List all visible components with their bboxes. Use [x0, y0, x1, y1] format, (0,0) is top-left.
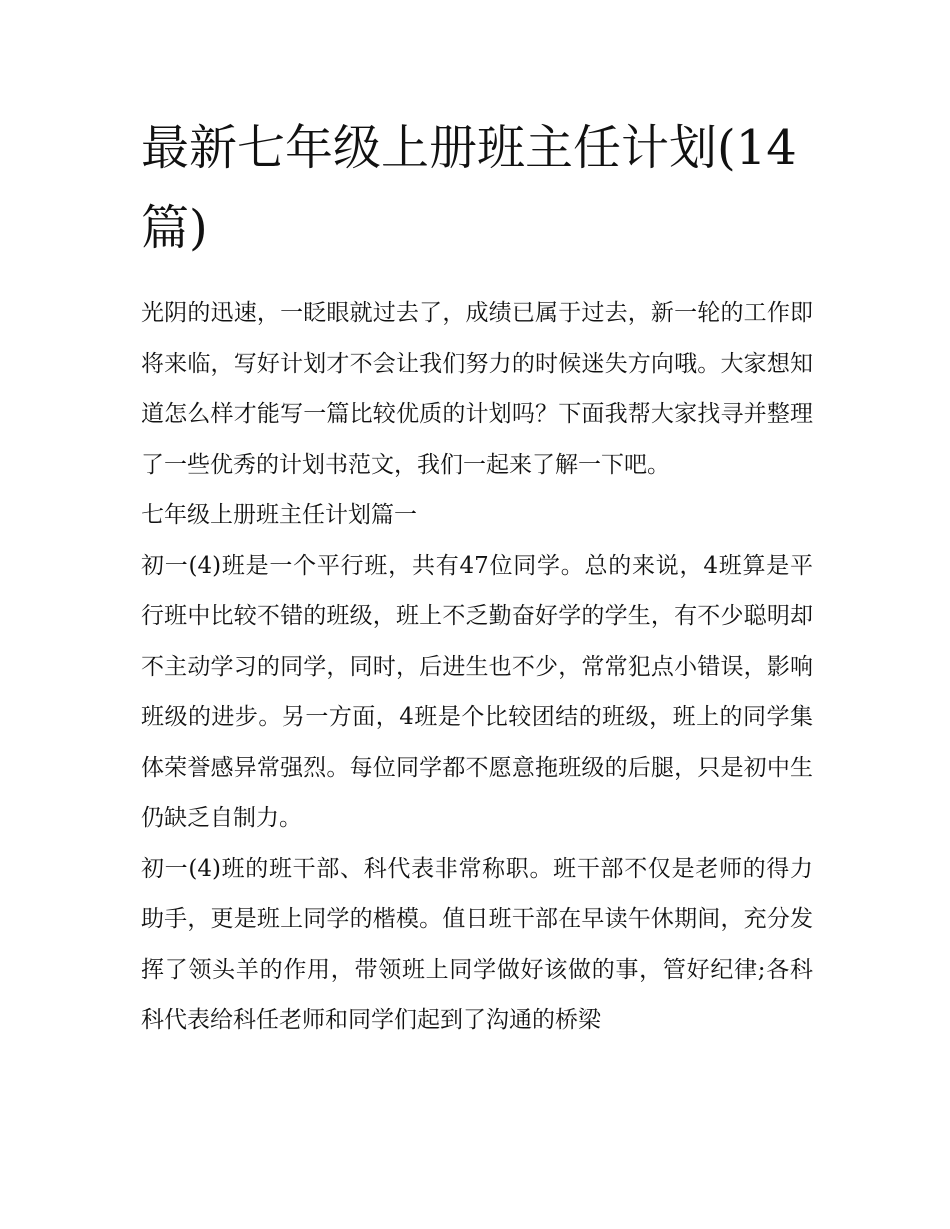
body-paragraph-2: 初一(4)班的班干部、科代表非常称职。班干部不仅是老师的得力助手，更是班上同学的楷模。值日班干部在早读午休期间，充分发挥了领头羊的作用，带领班上同学做好该做的事，管好纪律;各科科代表给科任老师和同学们起到了沟通的桥梁: [141, 855, 813, 1033]
section-heading: 七年级上册班主任计划篇一: [141, 502, 417, 528]
page-title: 最新七年级上册班主任计划(14篇): [141, 120, 797, 256]
body-paragraph-1: 初一(4)班是一个平行班，共有47位同学。总的来说，4班算是平行班中比较不错的班级，班上不乏勤奋好学的学生，有不少聪明却不主动学习的同学，同时，后进生也不少，常常犯点小错误，影响班级的进步。另一方面，4班是个比较团结的班级，班上的同学集体荣誉感异常强烈。每位同学都不愿意拖班级的后腿，只是初中生仍缺乏自制力。: [141, 552, 813, 831]
intro-paragraph: 光阴的迅速，一眨眼就过去了，成绩已属于过去，新一轮的工作即将来临，写好计划才不会让我们努力的时候迷失方向哦。大家想知道怎么样才能写一篇比较优质的计划吗？下面我帮大家找寻并整理了一些优秀的计划书范文，我们一起来了解一下吧。: [141, 300, 813, 478]
document-body: [141, 108, 813, 1046]
